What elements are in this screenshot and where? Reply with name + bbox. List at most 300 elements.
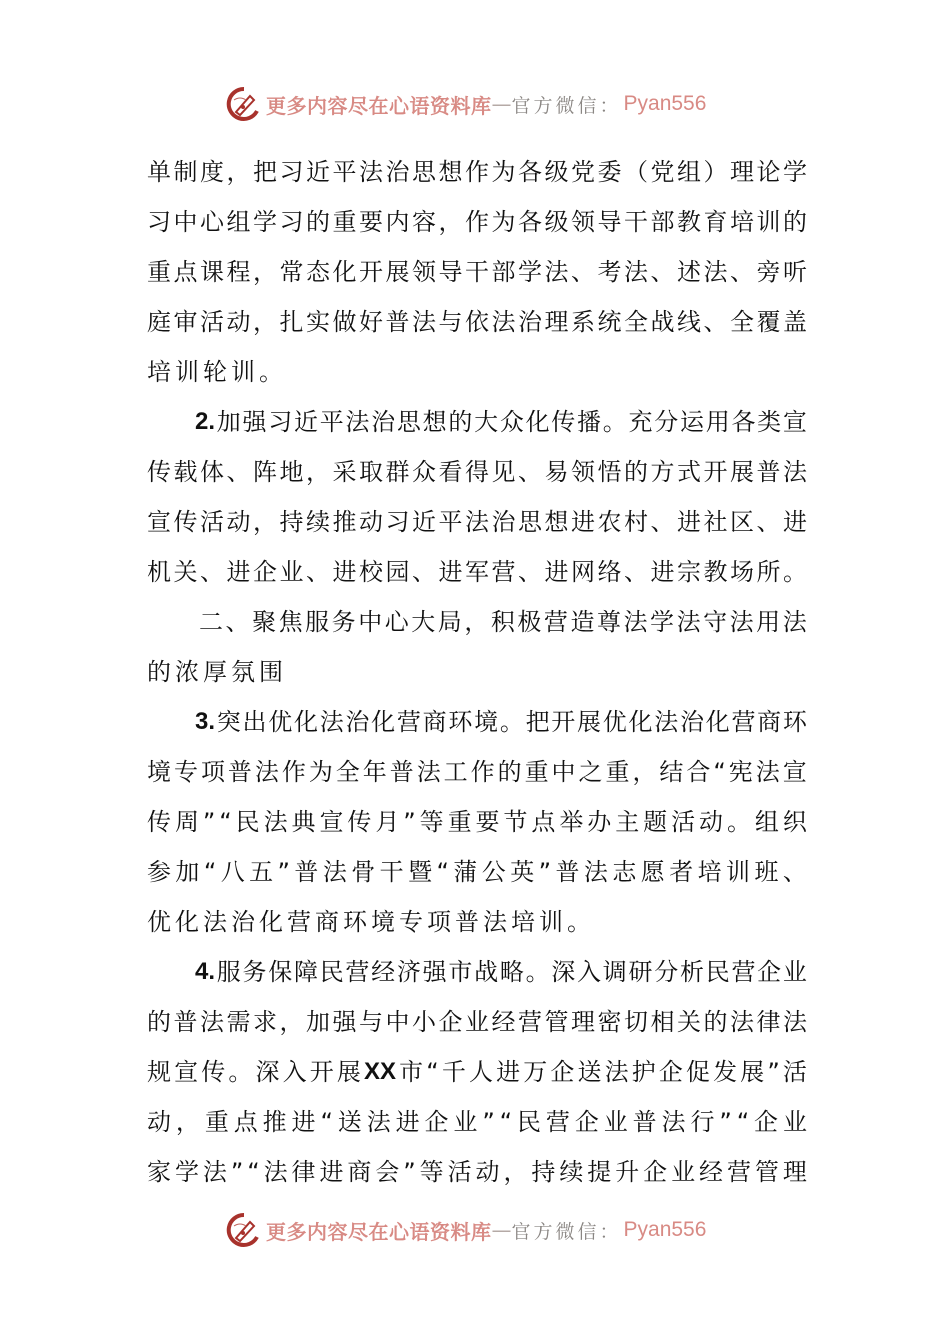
glyph: 需 (226, 1008, 251, 1036)
glyph: 法 (202, 1158, 227, 1186)
paragraph-line (147, 297, 807, 347)
glyph: 各 (518, 208, 542, 236)
glyph: ， (279, 1008, 304, 1036)
glyph: 、 (518, 458, 542, 486)
glyph: 法 (465, 508, 489, 536)
glyph: 宣 (174, 1058, 199, 1086)
glyph: 营 (396, 708, 421, 736)
watermark-dash: — (491, 1218, 512, 1242)
glyph: “ (736, 1108, 750, 1136)
glyph: 单 (147, 158, 171, 186)
glyph: 进 (438, 558, 463, 586)
glyph: 、 (200, 558, 224, 586)
glyph: 述 (677, 258, 701, 286)
glyph: 营 (518, 1008, 542, 1036)
glyph: 五 (249, 858, 274, 886)
glyph: 办 (587, 808, 612, 836)
glyph: 思 (396, 408, 421, 436)
paragraph-line (147, 847, 807, 897)
glyph: 积 (490, 608, 515, 636)
glyph: 教 (703, 558, 728, 586)
glyph: 等 (419, 1158, 444, 1186)
glyph: 环 (448, 708, 473, 736)
glyph: 化 (525, 408, 550, 436)
glyph: 宣 (319, 808, 344, 836)
glyph: 理 (730, 158, 754, 186)
glyph: 理 (782, 1158, 807, 1186)
glyph: 盖 (783, 308, 807, 336)
glyph: 企 (574, 1108, 599, 1136)
glyph: 务 (331, 608, 356, 636)
glyph: 进 (677, 508, 701, 536)
glyph: 重 (204, 1108, 229, 1136)
glyph: 想 (438, 158, 463, 186)
glyph: 法 (654, 708, 679, 736)
glyph: 的 (306, 208, 330, 236)
glyph: 法 (729, 608, 754, 636)
glyph: 重 (147, 258, 171, 286)
glyph: ” (202, 808, 216, 836)
glyph: 全 (624, 308, 648, 336)
glyph: 班 (754, 858, 779, 886)
glyph: 机 (147, 558, 171, 586)
glyph: 进 (319, 1158, 344, 1186)
glyph: 法 (254, 758, 279, 786)
glyph: 思 (412, 158, 436, 186)
glyph: 普 (227, 758, 252, 786)
glyph: 企 (643, 1158, 668, 1186)
glyph: 焦 (278, 608, 303, 636)
glyph: 宗 (677, 558, 701, 586)
glyph: 为 (491, 158, 516, 186)
glyph: 活 (671, 808, 696, 836)
glyph: 平 (319, 408, 344, 436)
glyph: 展 (740, 1058, 765, 1086)
glyph: 学 (650, 608, 675, 636)
glyph: 播 (577, 408, 602, 436)
glyph: 学 (518, 258, 542, 286)
glyph: 干 (379, 858, 404, 886)
glyph: 开 (703, 458, 728, 486)
glyph: 3. (195, 708, 216, 735)
glyph: 、 (412, 558, 436, 586)
glyph: 部 (491, 258, 516, 286)
glyph: 、 (624, 558, 648, 586)
glyph: 众 (412, 458, 436, 486)
glyph: 的 (497, 758, 522, 786)
glyph: 守 (703, 608, 728, 636)
pen-nib-circle-icon (226, 86, 262, 122)
glyph: 法 (783, 458, 807, 486)
glyph: ， (438, 208, 463, 236)
glyph: 的 (703, 1008, 728, 1036)
glyph: 结 (659, 758, 684, 786)
glyph: 暨 (408, 858, 433, 886)
glyph: 重 (332, 208, 357, 236)
glyph: 律 (291, 1158, 316, 1186)
glyph: 营 (345, 958, 370, 986)
glyph: 企 (438, 1008, 463, 1036)
glyph: 教 (677, 208, 701, 236)
glyph: 强 (242, 408, 267, 436)
glyph: 普 (173, 1008, 198, 1036)
glyph: 程 (226, 258, 251, 286)
glyph: 普 (294, 858, 319, 886)
glyph: 民 (705, 958, 730, 986)
glyph: 点 (531, 808, 556, 836)
glyph: 规 (147, 1058, 171, 1086)
glyph: 强 (422, 958, 447, 986)
glyph: 的 (783, 208, 807, 236)
glyph: 析 (679, 958, 704, 986)
glyph: 、 (730, 258, 754, 286)
glyph: 进 (291, 1108, 316, 1136)
glyph: 见 (491, 458, 516, 486)
glyph: 分 (654, 408, 679, 436)
glyph: 组 (226, 208, 251, 236)
glyph: 业 (465, 1008, 489, 1036)
glyph: 境 (474, 708, 499, 736)
glyph: 易 (544, 458, 569, 486)
glyph: 庭 (147, 308, 171, 336)
paragraph-line (147, 247, 807, 297)
paragraph-line (147, 497, 807, 547)
glyph: 业 (453, 1108, 478, 1136)
glyph: 优 (602, 708, 627, 736)
glyph: 企 (757, 958, 782, 986)
glyph: 为 (308, 758, 333, 786)
glyph: 法 (544, 258, 569, 286)
glyph: 用 (756, 608, 781, 636)
glyph: 相 (650, 1008, 675, 1036)
glyph: 内 (385, 208, 410, 236)
paragraph-line (147, 797, 807, 847)
glyph: 级 (544, 208, 569, 236)
glyph: 法 (263, 808, 288, 836)
glyph: 军 (465, 558, 489, 586)
glyph: 展 (577, 708, 602, 736)
glyph: 、 (650, 508, 675, 536)
glyph: 切 (624, 1008, 648, 1036)
paragraph-line (147, 897, 807, 947)
glyph: ， (632, 758, 657, 786)
glyph: 宪 (728, 758, 753, 786)
glyph: 展 (730, 458, 754, 486)
glyph: 法 (623, 608, 648, 636)
glyph: 法 (412, 308, 436, 336)
glyph: 法 (676, 608, 701, 636)
glyph: 思 (518, 508, 542, 536)
glyph: 企 (253, 558, 277, 586)
glyph: 各 (518, 158, 542, 186)
glyph: ， (226, 158, 251, 186)
glyph: 活 (200, 308, 224, 336)
glyph: 业 (782, 958, 807, 986)
glyph: 法 (661, 1108, 686, 1136)
glyph: 。 (602, 408, 627, 436)
glyph: 织 (782, 808, 807, 836)
glyph: 进 (496, 1058, 521, 1086)
watermark-title: 更多内容尽在心语资料库 (266, 93, 492, 118)
glyph: 传 (147, 808, 171, 836)
glyph: 服 (305, 608, 330, 636)
glyph: 普 (632, 1108, 657, 1136)
glyph: 民 (319, 958, 344, 986)
glyph: 重 (524, 758, 549, 786)
glyph: 商 (757, 708, 782, 736)
glyph: 加 (216, 408, 241, 436)
glyph: 得 (465, 458, 489, 486)
glyph: 为 (491, 208, 516, 236)
glyph: 作 (465, 158, 489, 186)
glyph: 培 (697, 858, 722, 886)
glyph: 全 (335, 758, 360, 786)
glyph: 委 (597, 158, 622, 186)
glyph: 项 (200, 758, 225, 786)
glyph: 经 (491, 1008, 516, 1036)
glyph: 点 (233, 1108, 258, 1136)
glyph: 月 (375, 808, 400, 836)
glyph: 载 (173, 458, 198, 486)
glyph: ” (538, 858, 552, 886)
glyph: 提 (587, 1158, 612, 1186)
paragraph-line (147, 997, 807, 1047)
glyph: “ (320, 1108, 333, 1136)
glyph: 续 (559, 1158, 584, 1186)
paragraph-line (147, 447, 807, 497)
glyph: 平 (438, 508, 463, 536)
glyph: 、 (703, 308, 728, 336)
glyph: “ (219, 808, 232, 836)
glyph: 法 (755, 758, 780, 786)
glyph: 动 (475, 1158, 500, 1186)
glyph: （ (624, 158, 648, 186)
glyph: 课 (200, 258, 224, 286)
glyph: 常 (279, 258, 304, 286)
glyph: 参 (147, 858, 171, 886)
glyph: 推 (332, 508, 357, 536)
glyph: 重 (605, 758, 630, 786)
glyph: 法 (783, 1008, 807, 1036)
glyph: 续 (306, 508, 330, 536)
glyph: 理 (571, 1008, 595, 1036)
glyph: 要 (359, 208, 383, 236)
watermark-account: Pyan556 (623, 92, 707, 115)
glyph: 二 (199, 608, 223, 636)
glyph: 关 (173, 558, 198, 586)
glyph: 展 (336, 1058, 361, 1086)
glyph: 动 (699, 808, 723, 836)
glyph: 审 (173, 308, 198, 336)
paragraph-line (147, 747, 807, 797)
glyph: 千 (441, 1058, 466, 1086)
glyph: 化 (332, 258, 357, 286)
paragraph-line (147, 197, 807, 247)
paragraph-line (147, 1097, 807, 1147)
glyph: 培 (730, 208, 754, 236)
glyph: 典 (291, 808, 316, 836)
glyph: 法 (345, 408, 370, 436)
glyph: 训 (756, 208, 781, 236)
glyph: “ (247, 1158, 260, 1186)
glyph: 地 (279, 458, 304, 486)
glyph: “ (203, 858, 217, 886)
glyph: 所 (756, 558, 781, 586)
glyph: 。 (726, 808, 751, 836)
glyph: 训 (726, 858, 751, 886)
paragraph-line (147, 397, 807, 447)
glyph: 法 (319, 708, 344, 736)
glyph: 治 (518, 308, 542, 336)
glyph: 、 (756, 508, 781, 536)
glyph: 重 (447, 808, 472, 836)
glyph: ， (306, 458, 330, 486)
glyph: 企 (424, 1108, 449, 1136)
glyph: 法 (730, 1008, 754, 1036)
glyph: 商 (347, 1158, 372, 1186)
glyph: 法 (703, 258, 728, 286)
glyph: ， (503, 1158, 528, 1186)
glyph: 推 (262, 1108, 287, 1136)
glyph: 深 (551, 958, 576, 986)
glyph: 充 (628, 408, 653, 436)
glyph: 作 (281, 758, 306, 786)
glyph: 促 (685, 1058, 710, 1086)
glyph: 战 (474, 958, 499, 986)
glyph: 传 (201, 1058, 226, 1086)
glyph: 经 (371, 958, 396, 986)
glyph: 活 (782, 1058, 807, 1086)
glyph: 的 (448, 408, 473, 436)
glyph: 服 (216, 958, 241, 986)
glyph: 4. (195, 958, 216, 985)
document-body (147, 147, 807, 1197)
glyph: 管 (754, 1158, 779, 1186)
glyph: 务 (242, 958, 267, 986)
glyph: 场 (730, 558, 754, 586)
glyph: 开 (551, 708, 576, 736)
paragraph-line (147, 547, 807, 597)
glyph: 领 (571, 208, 595, 236)
watermark-title: 更多内容尽在心语资料库 (266, 1219, 492, 1244)
glyph: 化 (705, 708, 730, 736)
glyph: 进 (395, 1108, 420, 1136)
glyph: 心 (384, 608, 409, 636)
glyph: 法 (624, 258, 648, 286)
glyph: ” (403, 808, 416, 836)
glyph: 发 (713, 1058, 738, 1086)
glyph: 中 (385, 1008, 410, 1036)
glyph: 专 (173, 758, 198, 786)
glyph: 取 (359, 458, 383, 486)
glyph: 行 (690, 1108, 715, 1136)
glyph: 化 (371, 708, 396, 736)
glyph: 者 (669, 858, 694, 886)
glyph: 英 (510, 858, 535, 886)
glyph: 进 (226, 558, 251, 586)
glyph: 考 (597, 258, 622, 286)
glyph: 悟 (597, 458, 622, 486)
glyph: ， (464, 608, 489, 636)
glyph: 工 (443, 758, 468, 786)
glyph: 式 (677, 458, 701, 486)
glyph: “ (713, 758, 726, 786)
glyph: 导 (597, 208, 622, 236)
glyph: 营 (726, 1158, 751, 1186)
glyph: 极 (517, 608, 542, 636)
glyph: 升 (615, 1158, 640, 1186)
glyph: 大 (474, 408, 499, 436)
glyph: ” (719, 1108, 732, 1136)
glyph: 动 (147, 1108, 171, 1136)
glyph: 用 (705, 408, 730, 436)
glyph: 入 (282, 1058, 307, 1086)
glyph: 学 (253, 208, 277, 236)
glyph: 周 (174, 808, 199, 836)
glyph: 中 (358, 608, 383, 636)
glyph: ” (230, 1158, 244, 1186)
glyph: 障 (293, 958, 318, 986)
glyph: 作 (470, 758, 495, 786)
glyph: 活 (200, 508, 224, 536)
glyph: 举 (559, 808, 584, 836)
glyph: 好 (359, 308, 383, 336)
glyph: 求 (253, 1008, 277, 1036)
watermark-header (226, 84, 706, 124)
glyph: 统 (597, 308, 622, 336)
watermark-dash: — (491, 92, 512, 116)
glyph: 蒲 (453, 858, 478, 886)
glyph: 市 (448, 958, 473, 986)
glyph: 动 (359, 508, 383, 536)
glyph: 阵 (253, 458, 277, 486)
paragraph-line (147, 347, 807, 397)
paragraph-line (147, 1047, 807, 1097)
glyph: 2. (195, 408, 216, 435)
glyph: 中 (551, 758, 576, 786)
glyph: 中 (173, 208, 198, 236)
glyph: XX (364, 1058, 397, 1085)
glyph: 年 (362, 758, 387, 786)
line-text: 的浓厚氛围 (147, 658, 287, 686)
glyph: 干 (624, 208, 648, 236)
glyph: 度 (200, 158, 224, 186)
glyph: 治 (371, 408, 396, 436)
glyph: 送 (577, 1058, 602, 1086)
glyph: 校 (359, 558, 383, 586)
glyph: 小 (412, 1008, 436, 1036)
glyph: 线 (677, 308, 701, 336)
glyph: 近 (293, 408, 318, 436)
glyph: 要 (475, 808, 500, 836)
glyph: 领 (571, 458, 595, 486)
glyph: 营 (731, 708, 756, 736)
glyph: ） (703, 158, 728, 186)
glyph: 论 (756, 158, 781, 186)
glyph: 点 (173, 258, 198, 286)
glyph: 习 (385, 508, 410, 536)
glyph: 依 (465, 308, 489, 336)
glyph: 。 (783, 558, 807, 586)
glyph: 传 (551, 408, 576, 436)
glyph: 学 (174, 1158, 199, 1186)
glyph: 律 (756, 1008, 781, 1036)
glyph: 传 (147, 458, 171, 486)
glyph: 习 (279, 158, 304, 186)
glyph: 习 (279, 208, 304, 236)
glyph: 尊 (596, 608, 621, 636)
glyph: 的 (147, 1008, 171, 1036)
